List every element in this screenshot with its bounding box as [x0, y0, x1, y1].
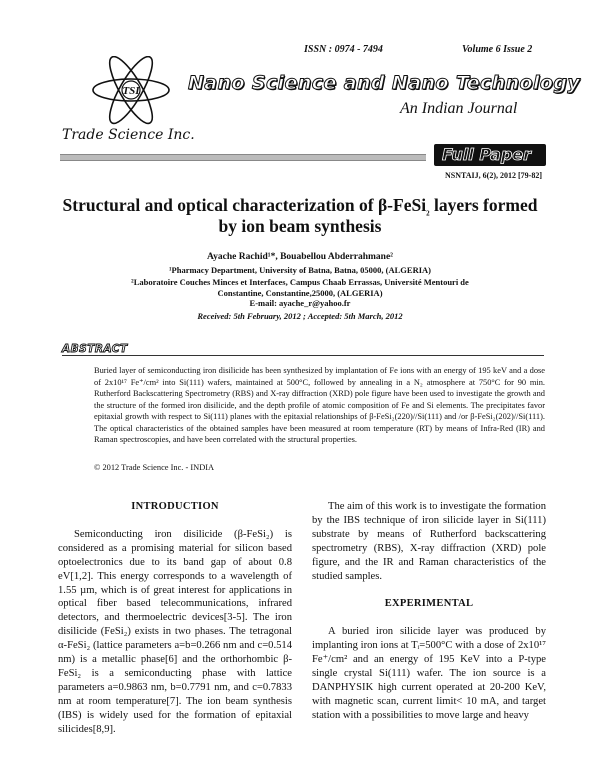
authors: Ayache Rachid¹*, Bouabellou Abderrahmane²	[206, 252, 394, 262]
volume-issue: Volume 6 Issue 2	[462, 44, 533, 55]
paragraph: Semiconducting iron disilicide (β-FeSi₂) is considered as a promising material for silicon based optoelectronics due to its band gap of about 0.8 eV[1,2]. This energy corresponds to a wavelength of 1.55 µm, which is of great interest for applications in optical fiber based telecommunications, infrared detectors, and thermoelectric devices[3-5]. The iron disilicide (FeSi₂) exists in two phases. The tetragonal α-FeSi₂ (lattice parameters a=b=0.266 nm and c=0.514 nm) is a metallic phase[6] and the orthorhombic β-FeSi₂ is a semiconducting phase with lattice parameters a=0.9863 nm, b=0.7791 nm, and c=0.7833 nm at room temperature[7]. The ion beam synthesis (IBS) is widely used for the formation of epitaxial silicides[8,9].	[58, 528, 292, 735]
article-reference: NSNTAIJ, 6(2), 2012 [79-82]	[445, 171, 542, 180]
full-paper-band	[60, 145, 545, 167]
paragraph: A buried iron silicide layer was produced by implanting iron ions at Tᵢ=500°C with a dose of 2x10¹⁷ Fe⁺/cm² and an energy of 195 KeV into a P-type single crystal Si(111) wafer. The ion source is a DANPHYSIK high current operated at 20-200 KeV, with magnetic scan, current limit< 10 mA, and target station with a possibilities to move large and heavy	[312, 626, 546, 721]
right-column	[312, 500, 546, 737]
left-column	[58, 500, 292, 751]
section-heading: INTRODUCTION	[131, 501, 219, 512]
article-title	[40, 195, 560, 237]
title-subscript: 2	[426, 209, 430, 218]
title-line-2: by ion beam synthesis	[218, 216, 382, 236]
badge-label: Full Paper	[442, 145, 532, 164]
section-heading: EXPERIMENTAL	[384, 598, 474, 610]
copyright: © 2012 Trade Science Inc. - INDIA	[94, 463, 215, 472]
abstract-heading: ABSTRACT	[62, 343, 128, 355]
affiliation-1: ¹Pharmacy Department, University of Batna, Batna, 05000, (ALGERIA)	[168, 265, 431, 275]
affiliation-2: ²Laboratoire Couches Minces et Interfaces, Campus Chaab Errassas, Université Mentouri de	[131, 277, 469, 287]
affiliation-2-cont: Constantine, Constantine,25000, (ALGERIA)	[217, 288, 383, 298]
tsi-logo	[88, 56, 174, 126]
journal-subtitle: An Indian Journal	[400, 100, 518, 117]
abstract-text: Buried layer of semiconducting iron disilicide has been synthesized by implantation of Fe ions with an energy of 195 keV and a dose of 2x10¹⁷ Fe⁺/cm² into Si(111) wafers, maintained at 500°C, followed by annealing in a N₂ atmosphere at 750°C for 90 min. Rutherford Backscattering Spectrometry (RBS) and X-ray diffraction (XRD) pole figure have been used to investigate the growth and the structure of the formed iron disilicide, and the depth profile of atomic composition of Fe and Si elements. The precipitates favor epitaxial growth with respect to Si(111) planes with the epitaxial relationships of β-FeSi₂(220)//Si(111) and /or β-FeSi₂(202)//Si(111). The optical characteristics of the obtained samples have been measured at room temperature (RT) by means of Infra-Red (IR) and Raman spectroscopies, and have been correlated with the structural properties.	[94, 366, 545, 444]
atom-logo-icon	[88, 56, 174, 126]
abstract-divider	[62, 355, 544, 356]
email: E-mail: ayache_r@yahoo.fr	[249, 298, 351, 308]
received-accepted: Received: 5th February, 2012 ; Accepted: 5th March, 2012	[197, 311, 403, 321]
divider	[60, 154, 426, 161]
title-part: Structural and optical characterization of β-FeSi	[62, 195, 427, 215]
full-paper-badge	[434, 144, 546, 166]
title-part: layers formed	[429, 195, 538, 215]
publisher-name: Trade Science Inc.	[62, 127, 195, 143]
journal-title: Nano Science and Nano Technology	[188, 72, 581, 94]
paragraph: The aim of this work is to investigate the formation by the IBS technique of iron silicide layer in Si(111) substrate by means of Rutherford backscattering spectrometry (RBS), X-ray diffraction (XRD) pole figure, and the IR and Raman characteristics of the studied samples.	[312, 501, 547, 582]
issn: ISSN : 0974 - 7494	[304, 44, 383, 55]
logo-text: TSI	[122, 85, 140, 97]
